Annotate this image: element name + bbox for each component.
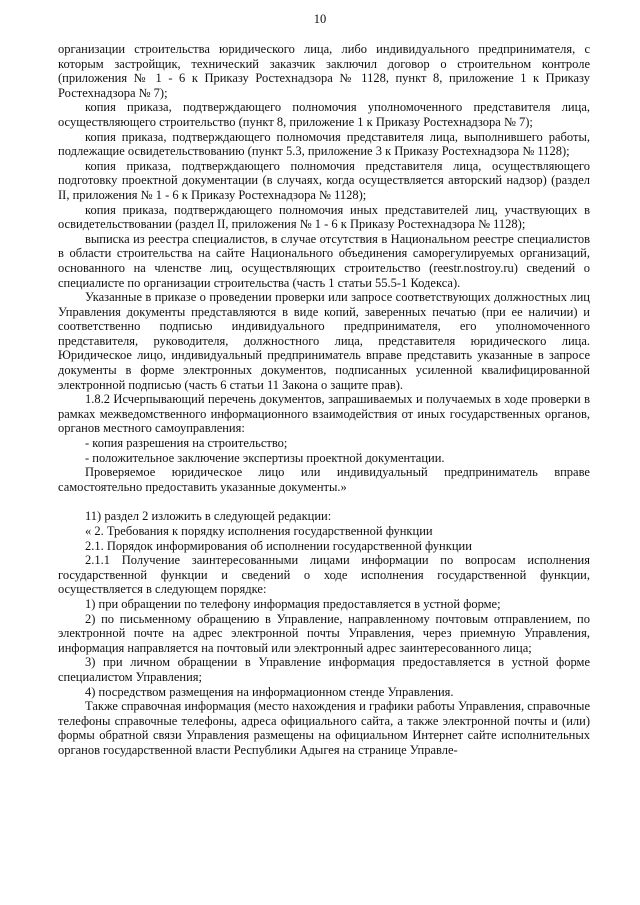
paragraph: Указанные в приказе о проведении проверки или запросе соответствующих должностных лиц Управления документы представляются в виде копий, заверенных печатью (при ее наличии) и соответственно подписью индивидуального предпринимателя, его уполномоченного представителя, руководителя, должностного лица, представителя юридического лица. Юридическое лицо, индивидуальный предприниматель вправе представить указанные в запросе документы в форме электронных документов, подписанных усиленной квалифицированной электронной подписью (часть 6 статьи 11 Закона о защите прав). [58, 290, 590, 392]
paragraph: 1.8.2 Исчерпывающий перечень документов, запрашиваемых и получаемых в ходе проверки в рамках межведомственного информационного взаимодействия от иных государственных органов, органов местного самоуправления: [58, 392, 590, 436]
paragraph-gap [58, 494, 590, 509]
paragraph: - копия разрешения на строительство; [85, 436, 288, 451]
paragraph: выписка из реестра специалистов, в случае отсутствия в Национальном реестре специалистов в области строительства на сайте Национального объединения саморегулируемых организаций, основанного на членстве лиц, осуществляющих строительство (reestr.nostroy.ru) сведений о специалисте по организации строительства (часть 1 статьи 55.5-1 Кодекса). [58, 231, 590, 290]
paragraph: 3) при личном обращении в Управление информация предоставляется в устной форме специалистом Управления; [58, 655, 590, 684]
paragraph: Проверяемое юридическое лицо или индивидуальный предприниматель вправе самостоятельно предоставить указанные документы.» [58, 465, 590, 494]
paragraph: 4) посредством размещения на информационном стенде Управления. [85, 684, 454, 699]
paragraph: 1) при обращении по телефону информация предоставляется в устной форме; [85, 596, 501, 611]
paragraph: 11) раздел 2 изложить в следующей редакции: [85, 509, 332, 524]
paragraph: 2.1. Порядок информирования об исполнении государственной функции [85, 538, 472, 553]
paragraph: Также справочная информация (место нахождения и графики работы Управления, справочные телефоны справочные телефоны, адреса официального сайта, а также электронной почты и (или) формы обратной связи Управления размещены на официальном Интернет сайте исполнительных органов государственной власти Республики Адыгея на странице Управле- [58, 699, 590, 757]
paragraph: копия приказа, подтверждающего полномочия уполномоченного представителя лица, осуществляющего строительство (пункт 8, приложение 1 к Приказу Ростехнадзора № 7); [58, 100, 590, 129]
paragraph: 2) по письменному обращению в Управление, направленному почтовым отправлением, по электронной почте на адрес электронной почты Управления, через приемную Управления, информация направляется на почтовый или электронный адрес заинтересованного лица; [58, 611, 590, 655]
page-number: 10 [313, 12, 327, 26]
paragraph: 2.1.1 Получение заинтересованными лицами информации по вопросам исполнения государственной функции и сведений о ходе исполнения государственной функции, осуществляется в следующем порядке: [58, 553, 590, 597]
paragraph: копия приказа, подтверждающего полномочия иных представителей лиц, участвующих в освидетельствовании (раздел II, приложения № 1 - 6 к Приказу Ростехнадзора № 1128); [58, 202, 590, 232]
paragraph: - положительное заключение экспертизы проектной документации. [85, 450, 445, 465]
paragraph: « 2. Требования к порядку исполнения государственной функции [85, 524, 433, 538]
document-body [58, 42, 590, 758]
paragraph: копия приказа, подтверждающего полномочия представителя лица, осуществляющего подготовку проектной документации (в случаях, когда осуществляется авторский надзор) (раздел II, приложения № 1 - 6 к Приказу Ростехнадзора № 1128); [58, 158, 590, 202]
paragraph: организации строительства юридического лица, либо индивидуального предпринимателя, с которым застройщик, технический заказчик заключил договор о строительном контроле (приложения № 1 - 6 к Приказу Ростехнадзора № 1128, пункт 8, приложение 1 к Приказу Ростехнадзора № 7); [58, 42, 590, 100]
paragraph: копия приказа, подтверждающего полномочия представителя лица, выполнившего работы, подлежащие освидетельствованию (пункт 5.3, приложение 3 к Приказу Ростехнадзора № 1128); [58, 129, 590, 159]
